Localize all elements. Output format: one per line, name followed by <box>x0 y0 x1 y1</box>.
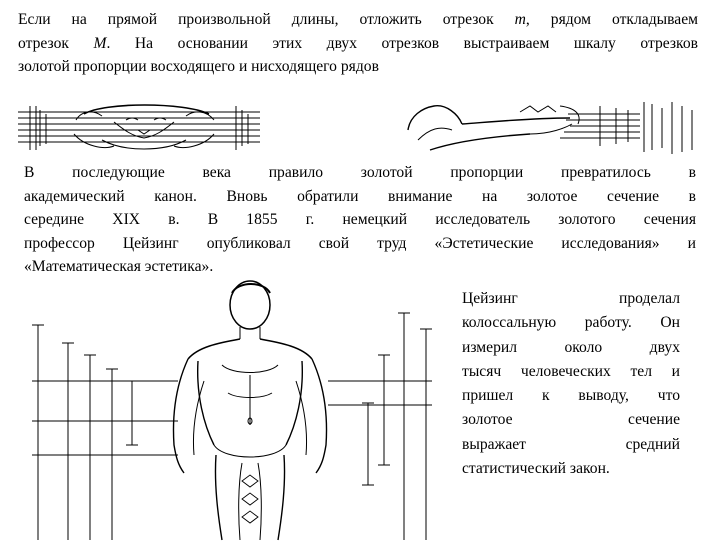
zeising-paragraph <box>462 287 680 481</box>
hand-proportion-figure <box>400 100 700 156</box>
history-paragraph <box>24 161 696 279</box>
face-scale-drawing <box>14 100 264 154</box>
intro-line-1: Если на прямой произвольной длины, отложить отрезок m, рядом откладываем <box>18 11 698 28</box>
zeising-line-6: золотое сечение <box>462 411 680 429</box>
body-scale-drawing <box>28 285 448 540</box>
zeising-line-8: статистический закон. <box>462 460 610 478</box>
history-line-2: академический канон. Вновь обратили внимание на золотое сечение в <box>24 187 696 205</box>
human-figure-proportion <box>28 285 448 540</box>
history-line-5: «Математическая эстетика». <box>24 258 214 275</box>
zeising-line-5: пришел к выводу, что <box>462 387 680 405</box>
history-line-1: В последующие века правило золотой пропорции превратилось в <box>24 164 696 181</box>
zeising-line-2: колоссальную работу. Он <box>462 314 680 332</box>
intro-line-2: отрезок M. На основании этих двух отрезков выстраиваем шкалу отрезков <box>18 34 698 52</box>
zeising-line-3: измерил около двух <box>462 338 680 356</box>
zeising-line-4: тысяч человеческих тел и <box>462 362 680 380</box>
intro-line-3: золотой пропорции восходящего и нисходящего рядов <box>18 58 379 75</box>
hand-scale-drawing <box>400 100 700 156</box>
intro-paragraph <box>18 8 698 79</box>
history-line-3: середине XIX в. В 1855 г. немецкий исследователь золотого сечения <box>24 211 696 228</box>
history-line-4: профессор Цейзинг опубликовал свой труд «Эстетические исследования» и <box>24 234 696 252</box>
zeising-line-7: выражает средний <box>462 435 680 453</box>
face-proportion-figure <box>14 100 264 154</box>
zeising-line-1: Цейзинг проделал <box>462 290 680 307</box>
